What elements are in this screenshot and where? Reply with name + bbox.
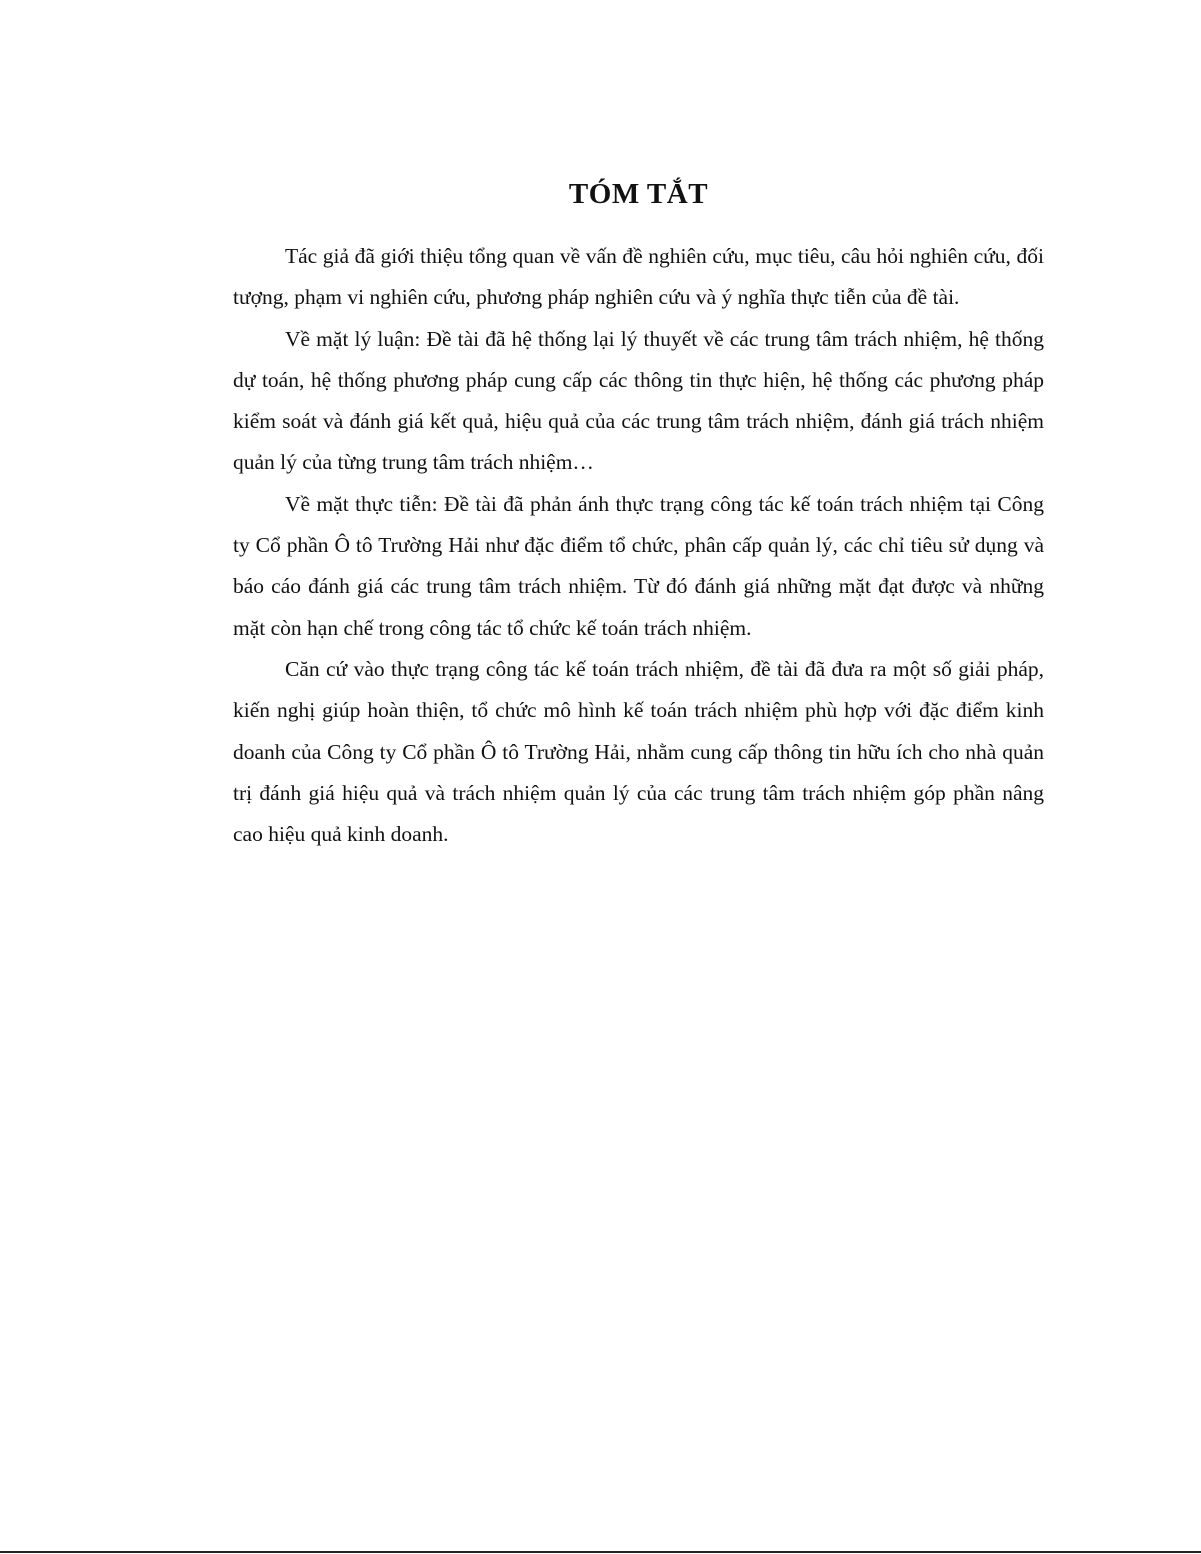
page-title: TÓM TẮT bbox=[568, 178, 709, 210]
paragraph-solutions: Căn cứ vào thực trạng công tác kế toán trách nhiệm, đề tài đã đưa ra một số giải pháp, kiến nghị giúp hoàn thiện, tổ chức mô hình kế toán trách nhiệm phù hợp với đặc điểm kinh doanh của Công ty Cổ phần Ô tô Trường Hải, nhằm cung cấp thông tin hữu ích cho nhà quản trị đánh giá hiệu quả và trách nhiệm quản lý của các trung tâm trách nhiệm góp phần nâng cao hiệu quả kinh doanh. bbox=[233, 656, 1044, 847]
summary-body bbox=[233, 236, 1044, 855]
paragraph-theory: Về mặt lý luận: Đề tài đã hệ thống lại lý thuyết về các trung tâm trách nhiệm, hệ thống dự toán, hệ thống phương pháp cung cấp các thông tin thực hiện, hệ thống các phương pháp kiểm soát và đánh giá kết quả, hiệu quả của các trung tâm trách nhiệm, đánh giá trách nhiệm quản lý của từng trung tâm trách nhiệm… bbox=[233, 326, 1044, 475]
page-bottom-border bbox=[0, 1551, 1201, 1553]
paragraph-practice: Về mặt thực tiễn: Đề tài đã phản ánh thực trạng công tác kế toán trách nhiệm tại Công ty Cổ phần Ô tô Trường Hải như đặc điểm tổ chức, phân cấp quản lý, các chỉ tiêu sử dụng và báo cáo đánh giá các trung tâm trách nhiệm. Từ đó đánh giá những mặt đạt được và những mặt còn hạn chế trong công tác tổ chức kế toán trách nhiệm. bbox=[233, 491, 1044, 640]
paragraph-introduction: Tác giả đã giới thiệu tổng quan về vấn đề nghiên cứu, mục tiêu, câu hỏi nghiên cứu, đối tượng, phạm vi nghiên cứu, phương pháp nghiên cứu và ý nghĩa thực tiễn của đề tài. bbox=[233, 244, 1044, 310]
